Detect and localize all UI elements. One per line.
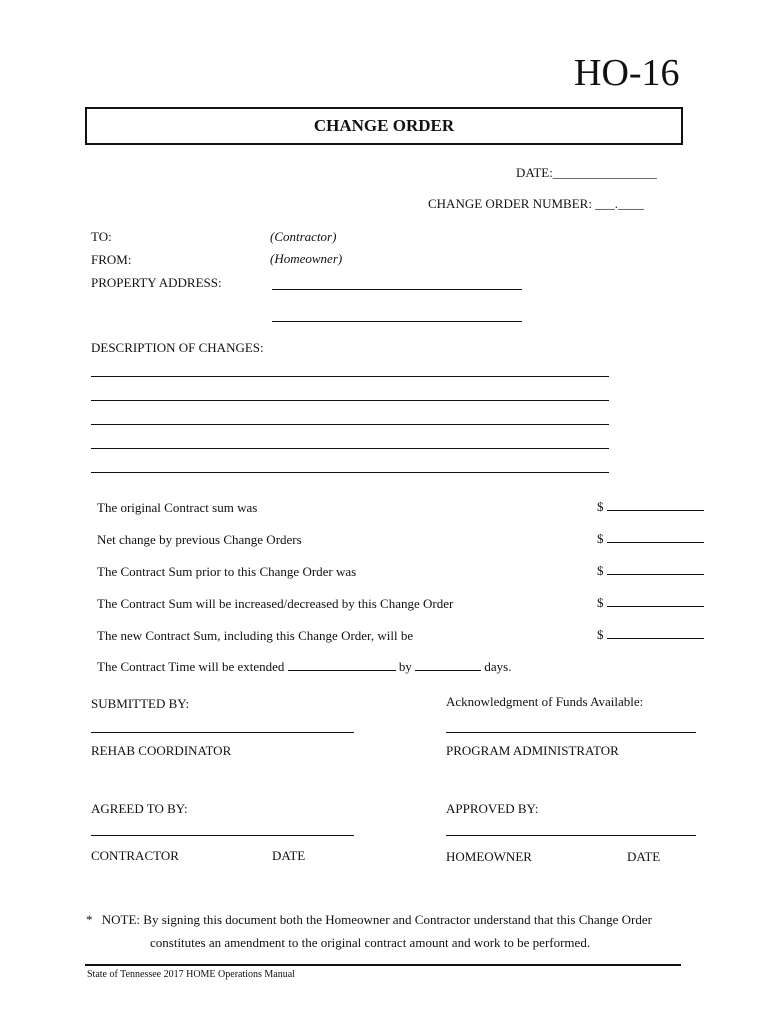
currency-symbol: $ <box>597 531 604 546</box>
contract-time-suffix: days. <box>484 659 512 674</box>
note-line-2: constitutes an amendment to the original contract amount and work to be performed. <box>150 935 591 950</box>
change-order-number-field[interactable]: CHANGE ORDER NUMBER: ___.____ <box>428 196 644 211</box>
property-address-line-1[interactable] <box>272 289 522 290</box>
contract-time-prefix: The Contract Time will be extended <box>97 659 285 674</box>
acknowledgment-label: Acknowledgment of Funds Available: <box>446 694 644 709</box>
description-line[interactable] <box>91 376 609 377</box>
from-value[interactable]: (Homeowner) <box>270 251 343 266</box>
rehab-coordinator-signature-line[interactable] <box>91 732 354 733</box>
contract-line-label: The original Contract sum was <box>97 500 258 515</box>
contract-time-extension-field[interactable] <box>288 669 396 671</box>
contract-amount-field[interactable] <box>597 500 704 513</box>
description-label: DESCRIPTION OF CHANGES: <box>91 340 264 355</box>
footer-text: State of Tennessee 2017 HOME Operations Manual <box>87 969 295 980</box>
approved-by-label: APPROVED BY: <box>446 801 539 816</box>
currency-symbol: $ <box>597 563 604 578</box>
contract-time-line <box>97 660 511 673</box>
property-address-label: PROPERTY ADDRESS: <box>91 275 222 290</box>
date-field[interactable]: DATE:________________ <box>516 165 657 180</box>
footer-divider <box>85 964 681 966</box>
contract-amount-field[interactable] <box>597 532 704 545</box>
title-box <box>85 107 683 145</box>
to-label: TO: <box>91 229 112 244</box>
to-value[interactable]: (Contractor) <box>270 229 337 244</box>
contract-line-label: The Contract Sum prior to this Change Order was <box>97 564 357 579</box>
homeowner-date-label: DATE <box>627 849 661 864</box>
from-label: FROM: <box>91 252 132 267</box>
homeowner-label: HOMEOWNER <box>446 849 532 864</box>
submitted-by-label: SUBMITTED BY: <box>91 696 190 711</box>
rehab-coordinator-label: REHAB COORDINATOR <box>91 743 232 758</box>
contractor-date-label: DATE <box>272 848 306 863</box>
homeowner-signature-line[interactable] <box>446 835 696 836</box>
description-line[interactable] <box>91 448 609 449</box>
program-administrator-signature-line[interactable] <box>446 732 696 733</box>
currency-symbol: $ <box>597 595 604 610</box>
description-line[interactable] <box>91 472 609 473</box>
currency-symbol: $ <box>597 627 604 642</box>
contract-time-days-field[interactable] <box>415 669 481 671</box>
contractor-signature-line[interactable] <box>91 835 354 836</box>
contractor-label: CONTRACTOR <box>91 848 179 863</box>
form-title: CHANGE ORDER <box>313 116 455 135</box>
form-code: HO-16 <box>574 52 680 94</box>
note-bullet: * <box>86 912 93 927</box>
contract-amount-field[interactable] <box>597 628 704 641</box>
program-administrator-label: PROGRAM ADMINISTRATOR <box>446 743 619 758</box>
contract-time-middle: by <box>398 659 412 674</box>
description-line[interactable] <box>91 400 609 401</box>
contract-line-label: The new Contract Sum, including this Change Order, will be <box>97 628 414 643</box>
agreed-to-by-label: AGREED TO BY: <box>91 801 188 816</box>
currency-symbol: $ <box>597 499 604 514</box>
contract-amount-field[interactable] <box>597 564 704 577</box>
note-line-1: * NOTE: By signing this document both the Homeowner and Contractor understand that this Change Order <box>86 912 652 927</box>
contract-line-label: Net change by previous Change Orders <box>97 532 302 547</box>
contract-amount-field[interactable] <box>597 596 704 609</box>
description-line[interactable] <box>91 424 609 425</box>
property-address-line-2[interactable] <box>272 321 522 322</box>
contract-line-label: The Contract Sum will be increased/decreased by this Change Order <box>97 596 454 611</box>
